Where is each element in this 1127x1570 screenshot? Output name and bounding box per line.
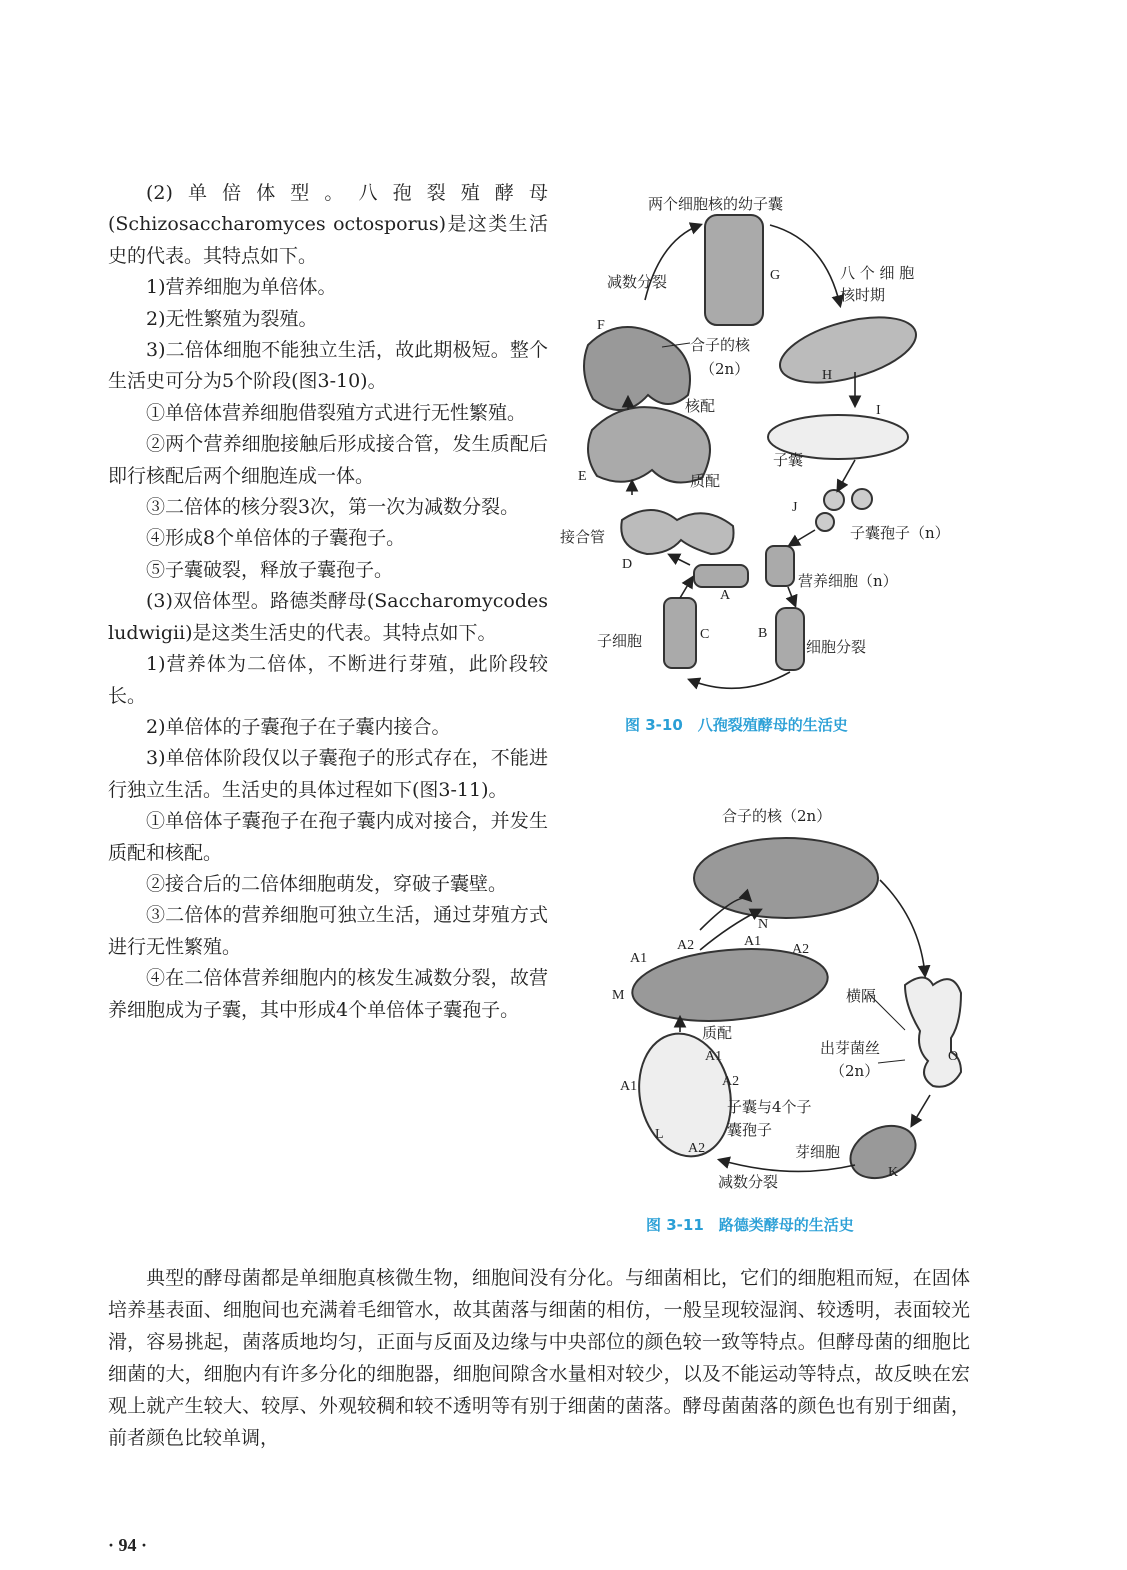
fig2-letter-m: M	[612, 988, 625, 1003]
para: ①单倍体营养细胞借裂殖方式进行无性繁殖。	[146, 401, 527, 424]
fig2-label-bud: 芽细胞	[795, 1143, 841, 1161]
para: 典型的酵母菌都是单细胞真核微生物，细胞间没有分化。与细菌相比，它们的细胞粗而短，在固体培养基表面、细胞间也充满着毛细管水，故其菌落与细菌的相仿，一般呈现较湿润、较透明，表面较光滑，容易挑起，菌落质地均匀，正面与反面及边缘与中央部位的颜色较一致等特点。但酵母菌的细胞比细菌的大，细胞内有许多分化的细胞器，细胞间隙含水量相对较少，以及不能运动等特点，故反映在宏观上就产生较大、较厚、外观较稠和较不透明等有别于细菌的菌落。酵母菌菌落的颜色也有别于细菌，前者颜色比较单调，	[108, 1267, 970, 1449]
fig1-letter-b: B	[758, 626, 768, 641]
fig2-letter-a1: A1	[705, 1049, 723, 1064]
fig2-letter-a1: A1	[744, 934, 762, 949]
cell-d	[621, 510, 733, 554]
fig2-label-ascus-2: 囊孢子	[727, 1121, 773, 1139]
arrow	[838, 460, 855, 490]
para: (3)双倍体型。路德类酵母(Saccharomycodes ludwigii)是这类生活史的代表。其特点如下。	[108, 590, 548, 644]
fig2-label-meiosis: 减数分裂	[718, 1173, 779, 1191]
pointer-line	[878, 1060, 905, 1063]
cell-l	[628, 1025, 742, 1165]
fig2-label-hypha-2: （2n）	[830, 1062, 880, 1080]
para: ⑤子囊破裂，释放子囊孢子。	[146, 558, 394, 581]
fig1-label-eight-1: 八 个 细 胞	[840, 264, 915, 282]
fig2-letter-a1: A1	[620, 1079, 638, 1094]
cell-a	[694, 565, 748, 587]
fig1-letter-c: C	[700, 627, 710, 642]
arrow	[790, 530, 815, 545]
arrow	[770, 225, 840, 305]
fig1-label-daughter: 子细胞	[597, 632, 643, 650]
fig2-letter-o: O	[948, 1049, 959, 1064]
cell-c	[664, 598, 696, 668]
fig2-label-septum: 横隔	[846, 987, 877, 1005]
cell-k	[842, 1116, 924, 1188]
fig1-label-ascus: 子囊	[773, 451, 804, 469]
fig1-label-eight-2: 核时期	[840, 286, 886, 304]
cell-g	[705, 215, 763, 325]
para: ①单倍体子囊孢子在孢子囊内成对接合，并发生质配和核配。	[108, 810, 548, 864]
fig2-letter-n: N	[758, 917, 769, 932]
fig2-letter-a2: A2	[677, 938, 695, 953]
para: ②两个营养细胞接触后形成接合管，发生质配后即行核配后两个细胞连成一体。	[108, 433, 548, 487]
fig1-label-plasmogamy: 质配	[690, 472, 721, 490]
spore	[824, 490, 844, 510]
fig1-label-ascospore: 子囊孢子（n）	[850, 524, 950, 542]
fig2-label-ascus-1: 子囊与4个子	[727, 1098, 812, 1116]
fig2-label-zygote: 合子的核（2n）	[722, 807, 832, 825]
fig1-label-vegetative: 营养细胞（n）	[798, 572, 898, 590]
fig1-letter-g: G	[770, 268, 781, 283]
spore	[852, 489, 872, 509]
fig2-letter-l: L	[655, 1127, 664, 1142]
cell-n	[694, 838, 878, 918]
figure2-caption: 图 3-11 路德类酵母的生活史	[646, 1216, 854, 1234]
fig1-letter-e: E	[578, 469, 587, 484]
para: 3)二倍体细胞不能独立生活，故此期极短。整个生活史可分为5个阶段(图3-10)。	[108, 339, 548, 393]
para: ③二倍体的营养细胞可独立生活，通过芽殖方式进行无性繁殖。	[108, 904, 548, 958]
fig1-letter-h: H	[822, 368, 833, 383]
para: ③二倍体的核分裂3次，第一次为减数分裂。	[146, 496, 520, 519]
cell-veg	[766, 546, 794, 586]
para: 3)单倍体阶段仅以子囊孢子的形式存在，不能进行独立生活。生活史的具体过程如下(图3-11)。	[108, 747, 548, 801]
fig1-label-top: 两个细胞核的幼子囊	[648, 195, 784, 213]
fig2-label-plasmogamy: 质配	[702, 1024, 733, 1042]
para: 2)单倍体的子囊孢子在子囊内接合。	[146, 715, 451, 738]
cell-h	[773, 305, 923, 395]
fig1-letter-d: D	[622, 557, 633, 572]
cell-f	[584, 327, 690, 410]
arrow	[690, 672, 790, 688]
fig1-label-zygote: 合子的核	[690, 336, 751, 354]
arrow	[680, 578, 692, 598]
para: (2)单倍体型。八孢裂殖酵母(Schizosaccharomyces octosporus)是这类生活史的代表。其特点如下。	[108, 182, 548, 267]
fig2-letter-a1: A1	[630, 951, 648, 966]
fig1-letter-i: I	[876, 403, 881, 418]
fig1-letter-f: F	[597, 318, 605, 333]
fig1-label-2n: （2n）	[700, 360, 750, 378]
arrow	[788, 587, 795, 605]
cell-b	[776, 608, 804, 670]
fig2-letter-k: K	[888, 1165, 899, 1180]
arrow	[670, 555, 690, 565]
para: 2)无性繁殖为裂殖。	[146, 307, 318, 330]
bottom-paragraph	[108, 1262, 970, 1454]
fig1-label-fission: 细胞分裂	[806, 638, 867, 656]
figure1-caption: 图 3-10 八孢裂殖酵母的生活史	[625, 716, 848, 734]
para: ④在二倍体营养细胞内的核发生减数分裂，故营养细胞成为子囊，其中形成4个单倍体子囊孢子。	[108, 967, 548, 1021]
fig2-label-hypha-1: 出芽菌丝	[820, 1039, 881, 1057]
para: ④形成8个单倍体的子囊孢子。	[146, 527, 406, 550]
fig1-label-conj: 接合管	[560, 528, 606, 546]
para: 1)营养细胞为单倍体。	[146, 276, 337, 299]
fig1-letter-a: A	[720, 588, 731, 603]
fig1-label-karyogamy: 核配	[685, 397, 716, 415]
fig2-letter-a2: A2	[688, 1141, 706, 1156]
spore	[816, 513, 834, 531]
para: 1)营养体为二倍体，不断进行芽殖，此阶段较长。	[108, 653, 548, 707]
arrow	[880, 880, 925, 975]
fig2-letter-a2: A2	[722, 1074, 740, 1089]
fig2-letter-a2: A2	[792, 942, 810, 957]
para: ②接合后的二倍体细胞萌发，穿破子囊壁。	[146, 872, 508, 895]
cell-o	[905, 978, 961, 1087]
page-number: · 94 ·	[108, 1535, 148, 1555]
fig1-label-meiosis: 减数分裂	[607, 273, 668, 291]
arrow	[912, 1095, 930, 1125]
fig1-letter-j: J	[792, 500, 798, 515]
